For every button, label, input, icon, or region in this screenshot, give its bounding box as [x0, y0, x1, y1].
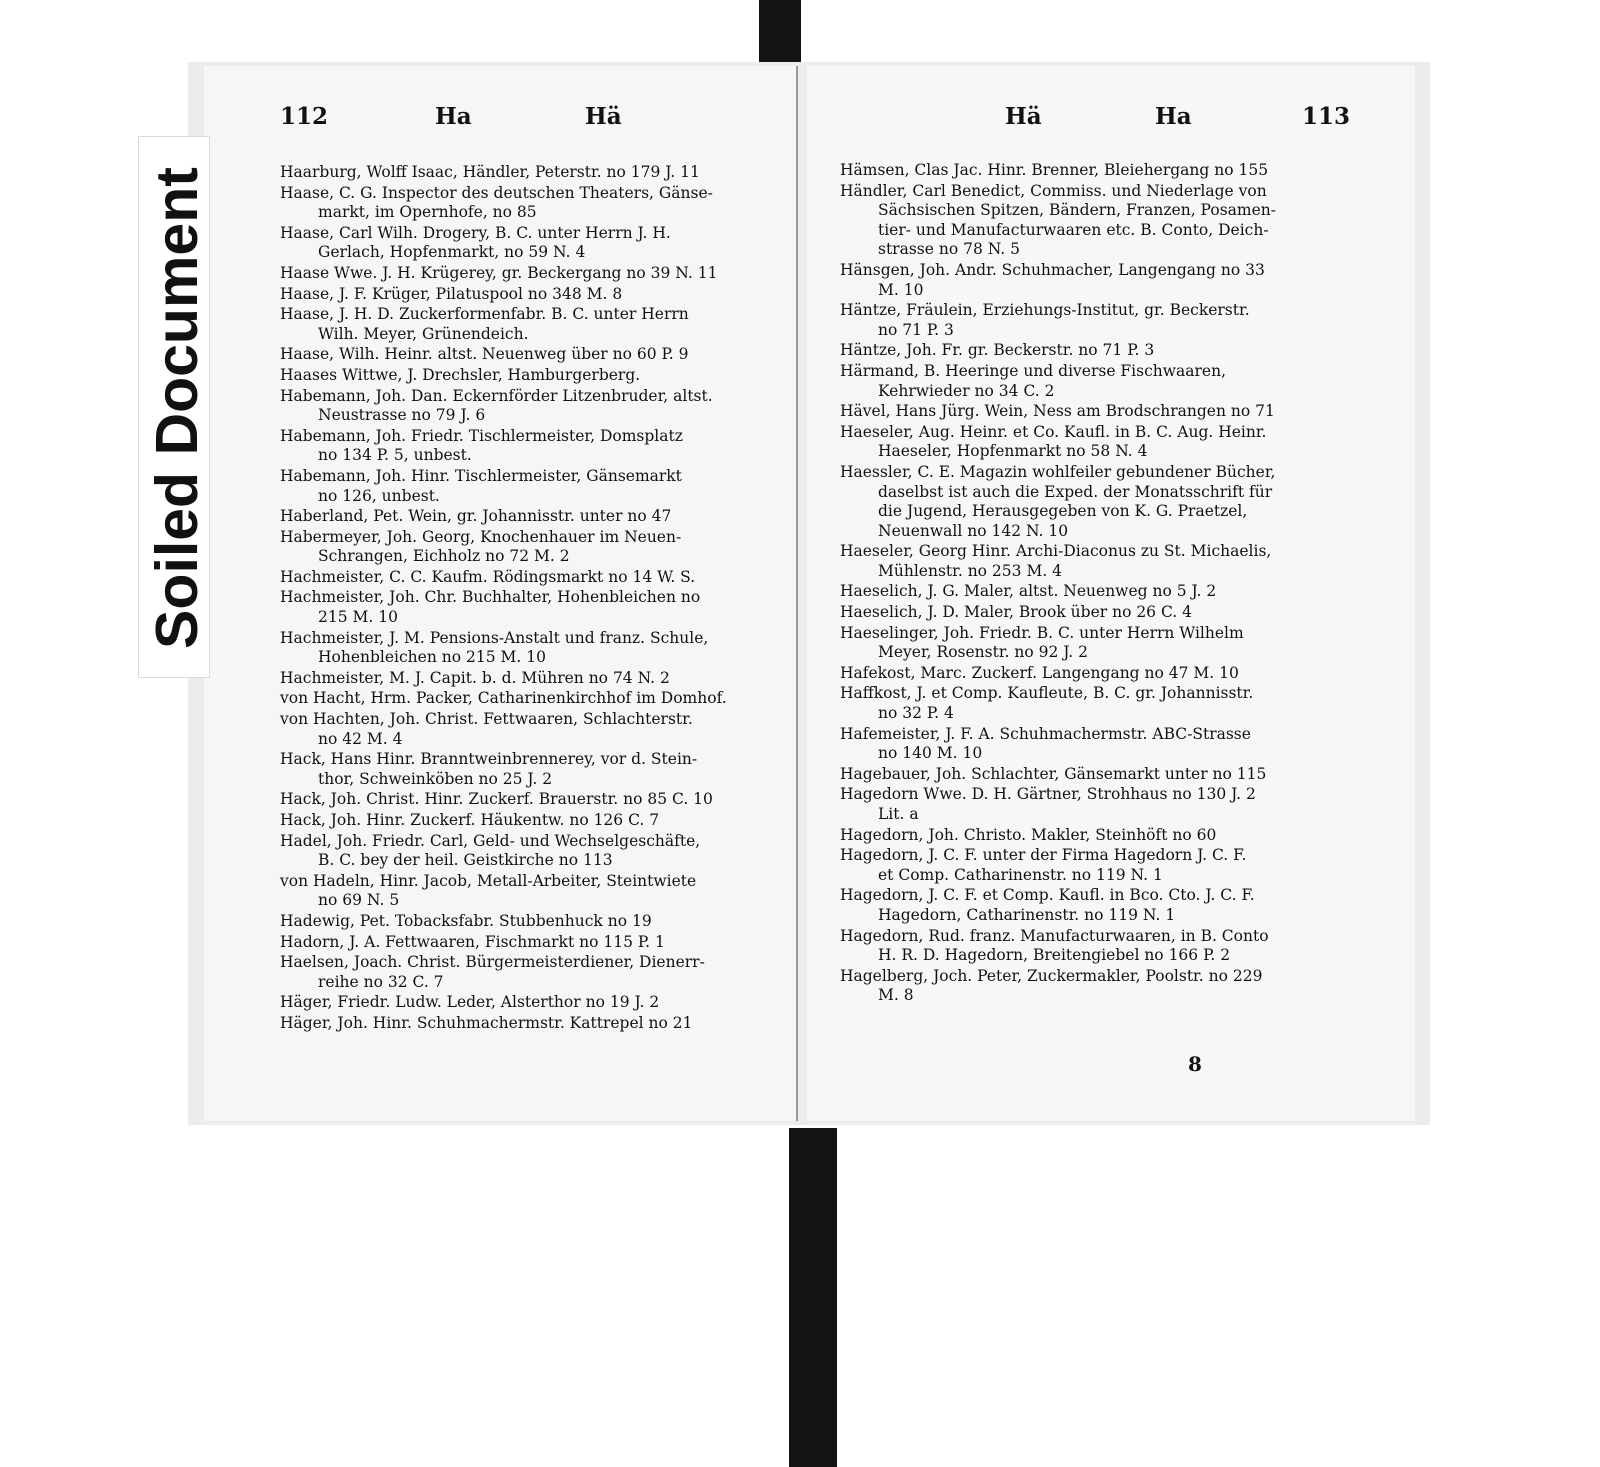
- entry-line: Hachmeister, M. J. Capit. b. d. Mühren no 74 N. 2: [280, 668, 670, 687]
- entry-line: Haases Wittwe, J. Drechsler, Hamburgerberg.: [280, 365, 641, 384]
- entry-line: Hävel, Hans Jürg. Wein, Ness am Brodschrangen no 71: [840, 402, 1275, 421]
- entry-line: Hachmeister, C. C. Kaufm. Rödingsmarkt no 14 W. S.: [280, 567, 696, 586]
- binding-strip-bottom: [789, 1128, 837, 1467]
- entry-line: Hachmeister, J. M. Pensions-Anstalt und franz. Schule,: [280, 628, 709, 647]
- entry-line: Haberland, Pet. Wein, gr. Johannisstr. unter no 47: [280, 507, 672, 526]
- directory-entry: [840, 161, 1340, 181]
- entry-line: Häger, Joh. Hinr. Schuhmachermstr. Kattrepel no 21: [280, 1013, 693, 1032]
- entry-line: Habemann, Joh. Dan. Eckernförder Litzenbruder, altst.: [280, 386, 713, 405]
- entry-continuation-line: B. C. bey der heil. Geistkirche no 113: [318, 851, 613, 870]
- entry-line: Härmand, B. Heeringe und diverse Fischwaaren,: [840, 361, 1227, 380]
- entry-line: Habemann, Joh. Friedr. Tischlermeister, Domsplatz: [280, 426, 683, 445]
- directory-entry: [840, 402, 1340, 422]
- entry-continuation-line: Sächsischen Spitzen, Bändern, Franzen, Posamen-: [878, 201, 1276, 220]
- directory-entry: [280, 953, 780, 992]
- directory-entry: [280, 305, 780, 344]
- directory-entry: [280, 933, 780, 953]
- entry-continuation-line: no 126, unbest.: [318, 486, 440, 505]
- entry-continuation-line: M. 10: [878, 280, 924, 299]
- directory-entry: [840, 301, 1340, 340]
- entry-continuation-line: 215 M. 10: [318, 608, 398, 627]
- directory-entry: [280, 345, 780, 365]
- entry-line: Haeseler, Aug. Heinr. et Co. Kaufl. in B. C. Aug. Heinr.: [840, 422, 1267, 441]
- entry-line: Haessler, C. E. Magazin wohlfeiler gebundener Bücher,: [840, 462, 1276, 481]
- entry-line: Haase, C. G. Inspector des deutschen Theaters, Gänse-: [280, 183, 713, 202]
- entry-line: Hänsgen, Joh. Andr. Schuhmacher, Langengang no 33: [840, 260, 1265, 279]
- directory-entry: [280, 811, 780, 831]
- entry-line: Haeselinger, Joh. Friedr. B. C. unter Herrn Wilhelm: [840, 623, 1244, 642]
- entry-continuation-line: markt, im Opernhofe, no 85: [318, 203, 537, 222]
- entry-line: Häntze, Joh. Fr. gr. Beckerstr. no 71 P. 3: [840, 341, 1155, 360]
- entry-line: Haase, Carl Wilh. Drogery, B. C. unter Herrn J. H.: [280, 223, 671, 242]
- directory-entry: [280, 912, 780, 932]
- entry-continuation-line: reihe no 32 C. 7: [318, 972, 444, 991]
- directory-entry: [280, 264, 780, 284]
- directory-entry: [280, 427, 780, 466]
- entry-continuation-line: die Jugend, Herausgegeben von K. G. Praetzel,: [878, 502, 1248, 521]
- directory-entry: [280, 467, 780, 506]
- entry-line: Hagelberg, Joch. Peter, Zuckermakler, Poolstr. no 229: [840, 966, 1263, 985]
- directory-entry: [840, 463, 1340, 541]
- entry-line: Hagedorn, Rud. franz. Manufacturwaaren, in B. Conto: [840, 926, 1269, 945]
- directory-entry: [840, 542, 1340, 581]
- entry-line: Hagebauer, Joh. Schlachter, Gänsemarkt unter no 115: [840, 764, 1267, 783]
- entry-continuation-line: no 134 P. 5, unbest.: [318, 446, 472, 465]
- entry-continuation-line: no 42 M. 4: [318, 729, 403, 748]
- entry-continuation-line: Hagedorn, Catharinenstr. no 119 N. 1: [878, 905, 1176, 924]
- entry-line: Hämsen, Clas Jac. Hinr. Brenner, Bleiehergang no 155: [840, 161, 1269, 179]
- left-page-number: 112: [280, 103, 329, 130]
- entry-line: Hachmeister, Joh. Chr. Buchhalter, Hohenbleichen no: [280, 588, 701, 607]
- entry-line: Hadorn, J. A. Fettwaaren, Fischmarkt no 115 P. 1: [280, 932, 665, 951]
- directory-entry: [280, 993, 780, 1013]
- directory-entry: [840, 664, 1340, 684]
- entry-continuation-line: strasse no 78 N. 5: [878, 240, 1021, 259]
- entry-line: Habemann, Joh. Hinr. Tischlermeister, Gänsemarkt: [280, 466, 682, 485]
- entry-continuation-line: no 71 P. 3: [878, 320, 954, 339]
- directory-entry: [280, 629, 780, 668]
- entry-continuation-line: Mühlenstr. no 253 M. 4: [878, 561, 1063, 580]
- directory-entry: [840, 765, 1340, 785]
- right-header-center: Ha: [1155, 103, 1192, 130]
- entry-continuation-line: H. R. D. Hagedorn, Breitengiebel no 166 P. 2: [878, 946, 1231, 965]
- entry-line: Häger, Friedr. Ludw. Leder, Alsterthor no 19 J. 2: [280, 993, 660, 1012]
- directory-entry: [840, 423, 1340, 462]
- entry-continuation-line: Hohenbleichen no 215 M. 10: [318, 648, 546, 667]
- directory-entry: [280, 872, 780, 911]
- left-header-right: Hä: [585, 103, 622, 130]
- directory-entry: [280, 568, 780, 588]
- soiled-document-label-text: Soiled Document: [144, 167, 210, 649]
- right-header-left: Hä: [1005, 103, 1042, 130]
- entry-line: von Hadeln, Hinr. Jacob, Metall-Arbeiter, Steintwiete: [280, 871, 697, 890]
- entry-line: Hadel, Joh. Friedr. Carl, Geld- und Wechselgeschäfte,: [280, 831, 701, 850]
- directory-entry: [840, 725, 1340, 764]
- signature-mark: 8: [1188, 1052, 1202, 1076]
- entry-continuation-line: Kehrwieder no 34 C. 2: [878, 381, 1055, 400]
- directory-entry: [280, 710, 780, 749]
- entry-line: von Hacht, Hrm. Packer, Catharinenkirchhof im Domhof.: [280, 689, 727, 708]
- directory-entry: [840, 182, 1340, 260]
- entry-line: Häntze, Fräulein, Erziehungs-Institut, gr. Beckerstr.: [840, 301, 1250, 320]
- entry-continuation-line: Gerlach, Hopfenmarkt, no 59 N. 4: [318, 243, 586, 262]
- entry-continuation-line: no 140 M. 10: [878, 744, 983, 763]
- directory-entry: [840, 886, 1340, 925]
- directory-entry: [840, 261, 1340, 300]
- entry-continuation-line: et Comp. Catharinenstr. no 119 N. 1: [878, 865, 1163, 884]
- directory-entry: [280, 387, 780, 426]
- directory-entry: [280, 224, 780, 263]
- directory-entry: [280, 669, 780, 689]
- entry-continuation-line: no 32 P. 4: [878, 704, 954, 723]
- directory-entry: [840, 826, 1340, 846]
- directory-entry: [840, 603, 1340, 623]
- entry-continuation-line: tier- und Manufacturwaaren etc. B. Conto, Deich-: [878, 220, 1269, 239]
- directory-entry: [840, 927, 1340, 966]
- directory-entry: [280, 588, 780, 627]
- directory-entry: [280, 750, 780, 789]
- entry-line: Haase Wwe. J. H. Krügerey, gr. Beckergang no 39 N. 11: [280, 263, 718, 282]
- entry-line: Hagedorn, J. C. F. unter der Firma Hagedorn J. C. F.: [840, 846, 1247, 865]
- directory-entry: [280, 184, 780, 223]
- entry-continuation-line: M. 8: [878, 986, 914, 1005]
- directory-entry: [280, 528, 780, 567]
- directory-entry: [840, 341, 1340, 361]
- directory-entry: [840, 684, 1340, 723]
- directory-entry: [280, 285, 780, 305]
- directory-entry: [280, 1014, 780, 1034]
- left-entries-list: [280, 163, 780, 1035]
- right-page-number: 113: [1302, 103, 1351, 130]
- entry-line: Hagedorn, Joh. Christo. Makler, Steinhöft no 60: [840, 825, 1217, 844]
- directory-entry: [280, 689, 780, 709]
- entry-line: Haelsen, Joach. Christ. Bürgermeisterdiener, Dienerr-: [280, 953, 705, 972]
- entry-continuation-line: thor, Schweinköben no 25 J. 2: [318, 769, 553, 788]
- entry-continuation-line: Lit. a: [878, 805, 919, 823]
- entry-continuation-line: Meyer, Rosenstr. no 92 J. 2: [878, 643, 1089, 662]
- right-entries-list: [840, 161, 1340, 1007]
- entry-continuation-line: Neustrasse no 79 J. 6: [318, 406, 486, 425]
- entry-line: Hadewig, Pet. Tobacksfabr. Stubbenhuck no 19: [280, 911, 652, 930]
- entry-line: Haeselich, J. G. Maler, altst. Neuenweg no 5 J. 2: [840, 582, 1217, 601]
- entry-line: Habermeyer, Joh. Georg, Knochenhauer im Neuen-: [280, 527, 682, 546]
- left-header-center: Ha: [435, 103, 472, 130]
- entry-line: Haase, Wilh. Heinr. altst. Neuenweg über no 60 P. 9: [280, 345, 689, 364]
- directory-entry: [280, 507, 780, 527]
- directory-entry: [840, 362, 1340, 401]
- directory-entry: [840, 624, 1340, 663]
- entry-continuation-line: Wilh. Meyer, Grünendeich.: [318, 324, 529, 343]
- entry-line: Haase, J. H. D. Zuckerformenfabr. B. C. unter Herrn: [280, 305, 689, 324]
- entry-line: Haeselich, J. D. Maler, Brook über no 26 C. 4: [840, 603, 1192, 622]
- directory-entry: [840, 967, 1340, 1006]
- entry-line: Hack, Joh. Hinr. Zuckerf. Häukentw. no 126 C. 7: [280, 811, 660, 829]
- entry-continuation-line: Haeseler, Hopfenmarkt no 58 N. 4: [878, 442, 1148, 461]
- directory-entry: [840, 846, 1340, 885]
- entry-line: Hack, Hans Hinr. Branntweinbrennerey, vor d. Stein-: [280, 750, 698, 769]
- directory-entry: [280, 366, 780, 386]
- directory-entry: [280, 832, 780, 871]
- entry-continuation-line: Schrangen, Eichholz no 72 M. 2: [318, 547, 570, 566]
- entry-line: Haeseler, Georg Hinr. Archi-Diaconus zu St. Michaelis,: [840, 542, 1272, 561]
- entry-line: Hafemeister, J. F. A. Schuhmachermstr. ABC-Strasse: [840, 724, 1251, 743]
- entry-continuation-line: Neuenwall no 142 N. 10: [878, 521, 1069, 540]
- entry-line: Hagedorn, J. C. F. et Comp. Kaufl. in Bco. Cto. J. C. F.: [840, 886, 1255, 905]
- entry-line: Hagedorn Wwe. D. H. Gärtner, Strohhaus no 130 J. 2: [840, 785, 1256, 804]
- directory-entry: [280, 790, 780, 810]
- entry-continuation-line: daselbst ist auch die Exped. der Monatsschrift für: [878, 482, 1273, 501]
- entry-line: Hack, Joh. Christ. Hinr. Zuckerf. Brauerstr. no 85 C. 10: [280, 790, 713, 809]
- entry-line: Händler, Carl Benedict, Commiss. und Niederlage von: [840, 181, 1267, 200]
- directory-entry: [840, 582, 1340, 602]
- directory-entry: [840, 785, 1340, 824]
- entry-line: Hafekost, Marc. Zuckerf. Langengang no 47 M. 10: [840, 663, 1239, 682]
- entry-line: Haarburg, Wolff Isaac, Händler, Peterstr. no 179 J. 11: [280, 163, 700, 181]
- entry-line: Haffkost, J. et Comp. Kaufleute, B. C. gr. Johannisstr.: [840, 684, 1254, 703]
- entry-line: von Hachten, Joh. Christ. Fettwaaren, Schlachterstr.: [280, 710, 693, 729]
- entry-line: Haase, J. F. Krüger, Pilatuspool no 348 M. 8: [280, 284, 623, 303]
- entry-continuation-line: no 69 N. 5: [318, 891, 400, 910]
- directory-entry: [280, 163, 780, 183]
